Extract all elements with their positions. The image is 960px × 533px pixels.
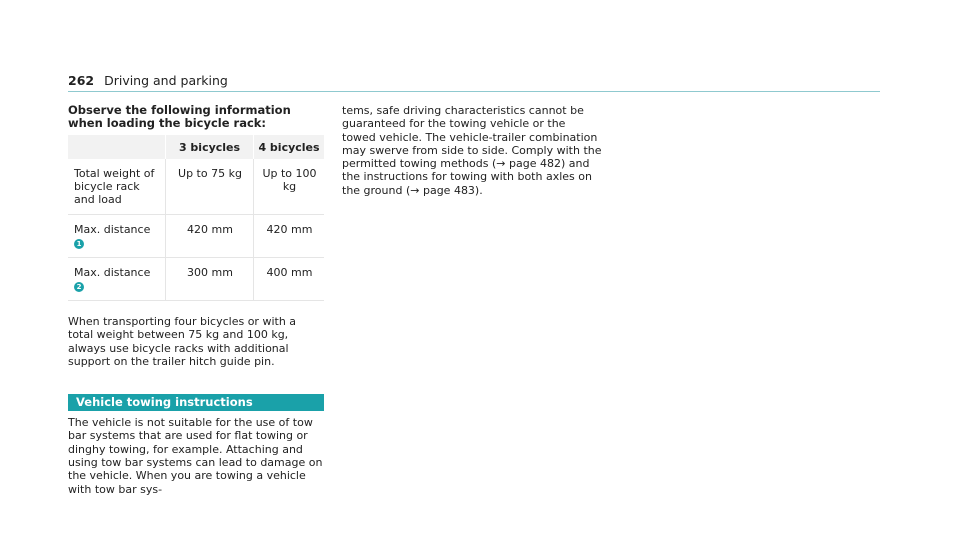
table-header-row [68,135,324,159]
right-column [342,104,602,197]
cell-3-bicycles: 300 mm [166,258,254,301]
header-4-bicycles: 4 bicycles [254,135,325,159]
table-row [68,258,324,301]
table-row [68,159,324,215]
section-name: Driving and parking [104,73,228,88]
header-rule [68,91,880,92]
towing-section-heading: Vehicle towing instructions [68,394,324,411]
row-label-text: Max. distance [74,266,151,279]
table-row [68,215,324,258]
cell-3-bicycles: Up to 75 kg [166,159,254,215]
callout-badge-2: 2 [74,282,84,292]
cell-3-bicycles: 420 mm [166,215,254,258]
cell-4-bicycles: 400 mm [254,258,325,301]
row-label [68,215,166,258]
row-label [68,159,166,215]
bicycle-rack-table [68,135,324,301]
header-empty [68,135,166,159]
header-3-bicycles: 3 bicycles [166,135,254,159]
row-label-text: Max. distance [74,223,151,236]
callout-badge-1: 1 [74,239,84,249]
row-label [68,258,166,301]
towing-text-part2: tems, safe driving characteristics cannot be guaranteed for the towing vehicle or the towed vehicle. The vehicle-trailer combination may swerve from side to side. Comply with the permitted towing methods (→ page 482) and the instructions for towing with both axles on the ground (→ page 483). [342,104,602,197]
table-intro: Observe the following information when loading the bicycle rack: [68,103,291,130]
page-number: 262 [68,73,95,88]
page-header [68,73,228,88]
four-bicycles-note: When transporting four bicycles or with a total weight between 75 kg and 100 kg, always use bicycle racks with additional support on the trailer hitch guide pin. [68,315,297,368]
row-label-text: Total weight of bicycle rack and load [74,167,155,206]
left-column [68,104,324,496]
towing-text-part1: The vehicle is not suitable for the use of tow bar systems that are used for flat towing or dinghy towing, for example. Attaching and using tow bar systems can lead to damage on the vehicle. When you are towing a vehicle with tow bar sys- [68,416,323,496]
cell-4-bicycles: 420 mm [254,215,325,258]
cell-4-bicycles: Up to 100 kg [254,159,325,215]
